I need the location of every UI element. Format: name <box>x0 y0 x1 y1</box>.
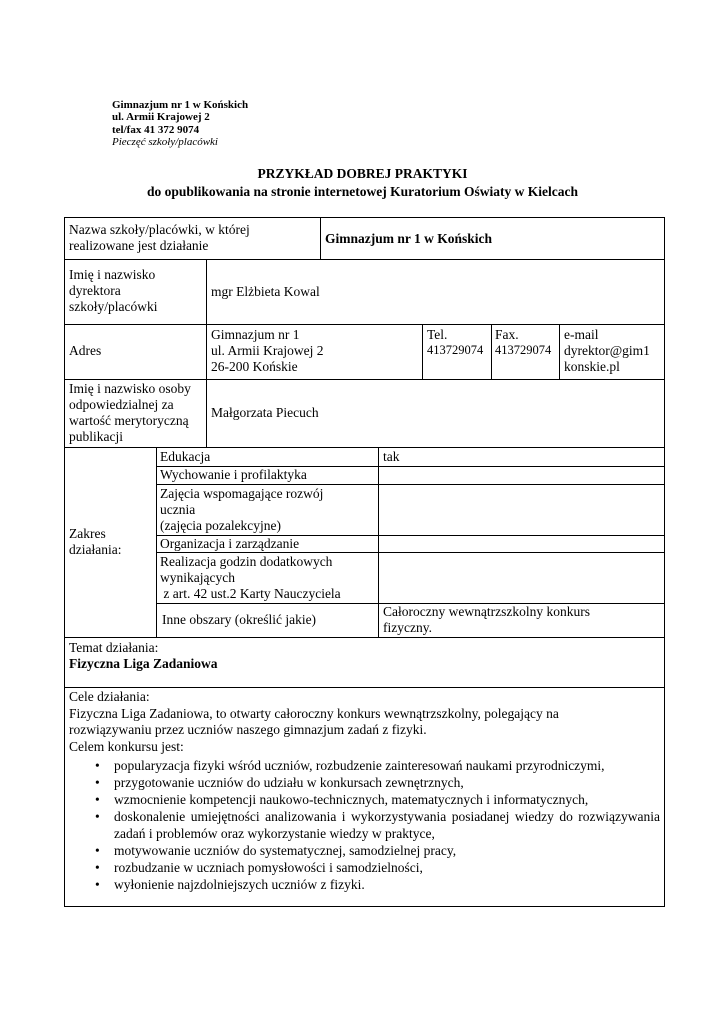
bullet-icon: • <box>95 775 100 790</box>
list-item: • wzmocnienie kompetencji naukowo-technicznych, matematycznych i informatycznych, <box>95 792 589 807</box>
list-item: • wyłonienie najzdolniejszych uczniów z fizyki. <box>95 877 365 892</box>
page-subtitle: do opublikowania na stronie internetowej Kuratorium Oświaty w Kielcach <box>146 184 578 199</box>
scope-support-label: Zajęcia wspomagające rozwój ucznia (zajęcia pozalekcyjne) <box>160 486 324 533</box>
scope-divider <box>156 484 665 485</box>
list-item: • motywowanie uczniów do systematycznej, samodzielnej pracy, <box>95 843 457 858</box>
row-divider <box>64 447 665 448</box>
col-divider <box>559 324 560 379</box>
page-title: PRZYKŁAD DOBREJ PRAKTYKI <box>257 166 468 181</box>
scope-hours-label: Realizacja godzin dodatkowych wynikających z art. 42 ust.2 Karty Nauczyciela <box>160 554 341 601</box>
list-item: • popularyzacja fizyki wśród uczniów, rozbudzenie zainteresowań naukami przyrodniczymi, <box>95 758 605 773</box>
col-divider <box>491 324 492 379</box>
responsible-value: Małgorzata Piecuch <box>211 405 319 420</box>
director-label: Imię i nazwisko dyrektora szkoły/placówki <box>69 267 158 314</box>
school-label: Nazwa szkoły/placówki, w której realizowane jest działanie <box>69 222 250 253</box>
goals-bullet-list <box>90 757 660 893</box>
responsible-label: Imię i nazwisko osoby odpowiedzialnej za wartość merytoryczną publikacji <box>69 381 191 444</box>
bullet-icon: • <box>95 877 100 892</box>
scope-organization-label: Organizacja i zarządzanie <box>160 536 300 551</box>
table-border-left <box>64 217 65 906</box>
bullet-icon: • <box>95 792 100 807</box>
bullet-icon: • <box>95 843 100 858</box>
row-divider <box>64 324 665 325</box>
list-item: • doskonalenie umiejętności analizowania i wykorzystywania posiadanej wiedzy do rozwiązywania zadań i problemów oraz wykorzystanie wiedzy w praktyce, <box>95 809 660 841</box>
list-item: • przygotowanie uczniów do udziału w konkursach zewnętrznych, <box>95 775 464 790</box>
header-school-name: Gimnazjum nr 1 w Końskich <box>112 99 249 111</box>
col-divider <box>378 447 379 637</box>
school-value: Gimnazjum nr 1 w Końskich <box>325 231 493 246</box>
col-divider <box>156 447 157 637</box>
bullet-icon: • <box>95 809 100 824</box>
topic-label: Temat działania: <box>69 640 159 655</box>
row-divider <box>64 379 665 380</box>
table-border-top <box>64 217 665 218</box>
email-cell: e-mail dyrektor@gim1 konskie.pl <box>564 327 650 374</box>
director-value: mgr Elżbieta Kowal <box>211 284 320 299</box>
address-label: Adres <box>69 343 102 358</box>
scope-education-value: tak <box>383 449 400 464</box>
email-value: dyrektor@gim1 <box>564 343 650 358</box>
fax-label: Fax. <box>495 327 519 342</box>
scope-education-label: Edukacja <box>160 449 211 464</box>
header-phone: tel/fax 41 372 9074 <box>112 123 200 136</box>
table-border-bottom <box>64 906 665 907</box>
fax-value: 413729074 <box>495 343 552 357</box>
col-divider <box>320 217 321 259</box>
email-label: e-mail <box>564 327 599 342</box>
bullet-icon: • <box>95 860 100 875</box>
scope-label: Zakres działania: <box>69 526 122 557</box>
list-item: • rozbudzanie w uczniach pomysłowości i samodzielności, <box>95 860 423 875</box>
row-divider <box>64 637 665 638</box>
address-value: Gimnazjum nr 1 ul. Armii Krajowej 2 26-200 Końskie <box>211 327 324 374</box>
col-divider <box>422 324 423 379</box>
goals-intro-line2: rozwiązywaniu przez uczniów naszego gimnazjum zadań z fizyki. <box>69 722 427 737</box>
row-divider <box>64 259 665 260</box>
school-header <box>112 99 248 148</box>
scope-other-label: Inne obszary (określić jakie) <box>162 612 317 627</box>
tel-cell <box>427 327 483 358</box>
col-divider <box>206 259 207 447</box>
bullet-icon: • <box>95 758 100 773</box>
tel-label: Tel. <box>427 327 448 342</box>
header-street: ul. Armii Krajowej 2 <box>112 111 210 124</box>
scope-upbringing-label: Wychowanie i profilaktyka <box>160 467 307 482</box>
table-border-right <box>664 217 665 906</box>
row-divider <box>64 687 665 688</box>
fax-cell <box>495 327 551 358</box>
goals-label: Cele działania: <box>69 689 150 704</box>
header-stamp-label: Pieczęć szkoły/placówki <box>112 135 218 148</box>
scope-divider <box>156 552 665 553</box>
goals-intro-line1: Fizyczna Liga Zadaniowa, to otwarty całoroczny konkurs wewnątrzszkolny, polegający na <box>69 706 559 721</box>
topic-value: Fizyczna Liga Zadaniowa <box>69 656 218 671</box>
scope-other-value: Całoroczny wewnątrzszkolny konkurs fizyczny. <box>383 604 590 635</box>
goals-intro-line3: Celem konkursu jest: <box>69 739 184 754</box>
tel-value: 413729074 <box>427 343 484 357</box>
